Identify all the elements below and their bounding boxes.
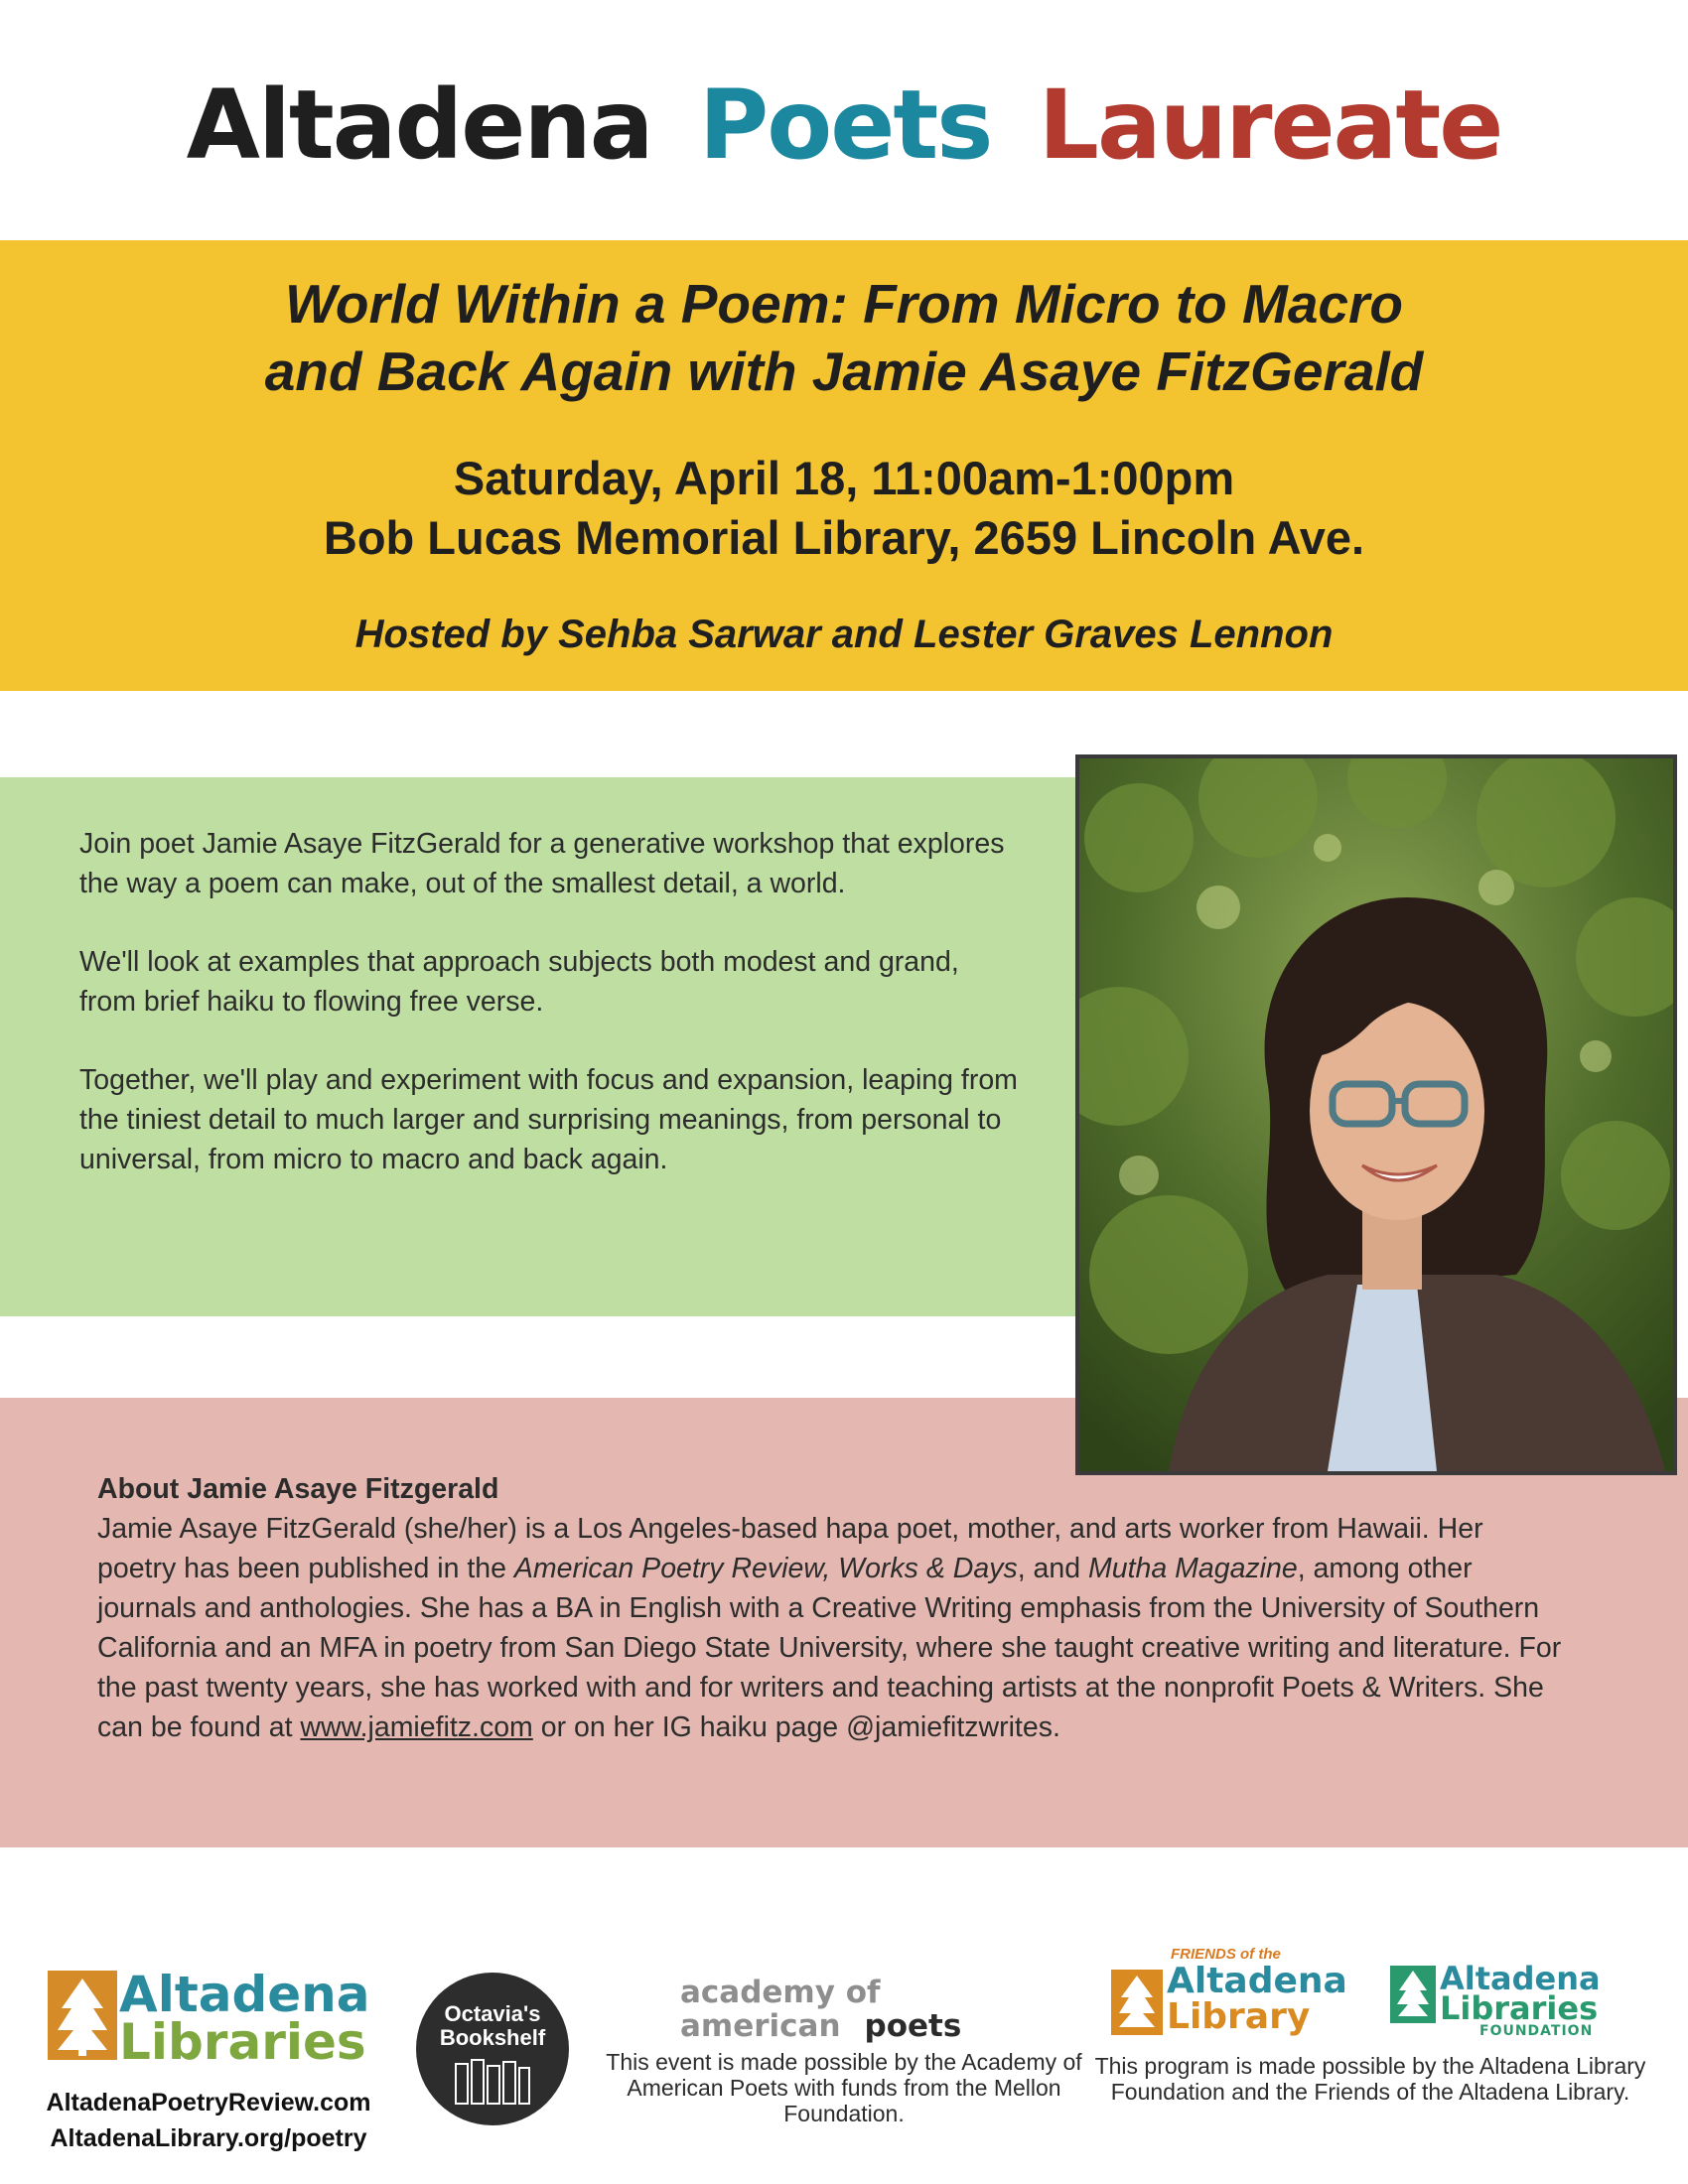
title-word-poets: Poets [698, 69, 992, 181]
logo-word-altadena: Altadena [119, 1966, 370, 2023]
description-paragraph-3: Together, we'll play and experiment with focus and expansion, leaping from the tiniest detail to much larger and surprising meanings, from personal to universal, from micro to macro and back again. [79, 1064, 1018, 1175]
libraries-logo-text [119, 1966, 370, 2071]
poetry-review-url[interactable]: AltadenaPoetryReview.com [46, 2089, 371, 2116]
event-date-time: Saturday, April 18, 11:00am-1:00pm [453, 452, 1235, 504]
friends-small-text: FRIENDS of the [1171, 1946, 1281, 1963]
foundation-word-foundation: FOUNDATION [1479, 2023, 1594, 2039]
description-paragraph-1: Join poet Jamie Asaye FitzGerald for a generative workshop that explores the way a poem can make, out of the smallest detail, a world. [79, 828, 1005, 899]
bio-text [97, 1509, 1567, 1747]
academy-logo [596, 1976, 1092, 2043]
workshop-description [79, 824, 1023, 1218]
bio-text-part: or on her IG haiku page @jamiefitzwrites. [532, 1711, 1060, 1743]
page-title [0, 69, 1688, 181]
event-hosts: Hosted by Sehba Sarwar and Lester Graves Lennon [354, 613, 1334, 656]
tree-icon [1390, 1966, 1436, 2023]
library-poetry-url[interactable]: AltadenaLibrary.org/poetry [50, 2124, 367, 2152]
program-funding-note: This program is made possible by the Altadena Library Foundation and the Friends of the Altadena Library. [1094, 2053, 1646, 2105]
bookshelf-icon [416, 1973, 569, 2125]
bio-publication: American Poetry Review, Works & Days [513, 1553, 1018, 1584]
octavia-line-1: Octavia's [444, 2001, 541, 2026]
academy-funding-note: This event is made possible by the Academy of American Poets with funds from the Mellon Foundation. [606, 2049, 1082, 2126]
academy-of-american-poets [596, 1976, 1092, 2126]
bio-text-part: Jamie Asaye FitzGerald (she/her) is a Los Angeles-based hapa poet, mother, and arts worker from Hawaii. Her poetry has been published in the [97, 1513, 1483, 1584]
event-title [0, 270, 1688, 405]
event-title-line-2: and Back Again with Jamie Asaye FitzGerald [264, 341, 1424, 402]
academy-logo-line-3: poets [864, 2008, 962, 2044]
bio-text-part: , among other journals and anthologies. She has a BA in English with a Creative Writing emphasis from the University of Southern California and an MFA in poetry from San Diego State University, where she taught creative writing and literature. For the past twenty years, she has worked with and for writers and teaching artists at the nonprofit Poets & Writers. She can be found at [97, 1553, 1562, 1743]
friends-word-library: Library [1167, 1996, 1311, 2037]
foundation-word-altadena: Altadena [1440, 1960, 1601, 1997]
foundation-logo-text [1440, 1960, 1601, 2039]
foundation-word-libraries: Libraries [1440, 1989, 1599, 2027]
octavia-line-2: Bookshelf [439, 2025, 546, 2050]
description-paragraph-2: We'll look at examples that approach subjects both modest and grand, from brief haiku to flowing free verse. [79, 946, 959, 1018]
logo-word-libraries: Libraries [119, 2013, 366, 2071]
poet-bio [97, 1469, 1567, 1747]
friends-logo-text [1167, 1961, 1347, 2037]
bio-text-part: , and [1017, 1553, 1089, 1584]
footer-urls [40, 2085, 377, 2156]
academy-logo-line-2: american [680, 2008, 841, 2044]
bio-publication: Mutha Magazine [1088, 1553, 1298, 1584]
tree-icon [1111, 1970, 1163, 2035]
tree-icon [48, 1971, 117, 2060]
title-word-laureate: Laureate [1038, 69, 1502, 181]
title-word-altadena: Altadena [186, 69, 652, 181]
academy-logo-line-1: academy of [680, 1975, 881, 2010]
bio-heading: About Jamie Asaye Fitzgerald [97, 1473, 499, 1505]
octavias-bookshelf-logo [416, 1973, 569, 2125]
poet-portrait-photo [1075, 754, 1677, 1475]
poet-website-link[interactable]: www.jamiefitz.com [300, 1711, 533, 1743]
event-location: Bob Lucas Memorial Library, 2659 Lincoln Ave. [323, 511, 1365, 564]
event-title-line-1: World Within a Poem: From Micro to Macro [284, 273, 1404, 335]
friends-word-altadena: Altadena [1167, 1961, 1347, 2001]
